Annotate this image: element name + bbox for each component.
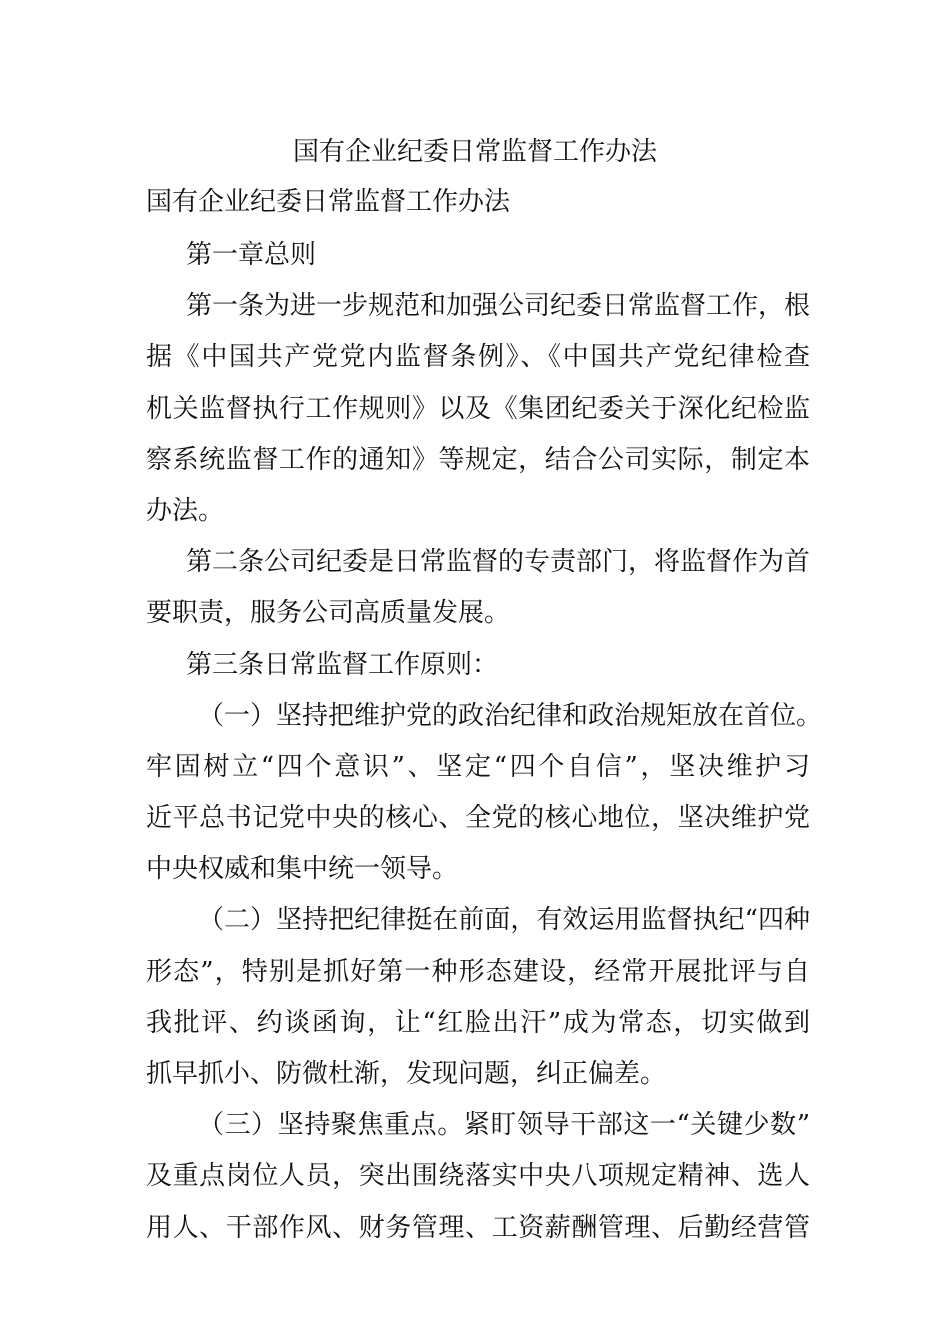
document-title: 国有企业纪委日常监督工作办法 (292, 137, 657, 167)
principle-1 (146, 691, 823, 896)
document-body (146, 230, 823, 1254)
principle-2 (146, 895, 810, 1100)
principle-3 (146, 1100, 810, 1254)
paragraph-line: 中央权威和集中统一领导。 (146, 854, 459, 885)
paragraph-line: 及重点岗位人员，突出围绕落实中央八项规定精神、选人 (146, 1161, 810, 1192)
paragraph-line: 形态”，特别是抓好第一种形态建设，经常开展批评与自 (146, 956, 810, 987)
paragraph-line: 第二条公司纪委是日常监督的专责部门，将监督作为首 (186, 547, 811, 578)
paragraph-line: 机关监督执行工作规则》以及《集团纪委关于深化纪检监 (146, 393, 810, 424)
article-3-heading: 第三条日常监督工作原则： (186, 649, 499, 680)
chapter-heading: 第一章总则 (186, 240, 317, 270)
paragraph-line: （二）坚持把纪律挺在前面，有效运用监督执纪“四种 (198, 905, 810, 936)
paragraph-line: 据《中国共产党党内监督条例》、《中国共产党纪律检查 (146, 342, 810, 373)
paragraph-line: 用人、干部作风、财务管理、工资薪酬管理、后勤经营管 (146, 1212, 810, 1243)
article-2 (146, 537, 810, 639)
document-subtitle: 国有企业纪委日常监督工作办法 (146, 187, 511, 217)
paragraph-line: 近平总书记党中央的核心、全党的核心地位，坚决维护党 (146, 803, 810, 834)
paragraph-line: 办法。 (146, 495, 225, 526)
article-1 (146, 281, 810, 537)
paragraph-line: 我批评、约谈函询，让“红脸出汗”成为常态，切实做到 (146, 1007, 810, 1038)
paragraph-line: （一）坚持把维护党的政治纪律和政治规矩放在首位。 (198, 700, 823, 731)
paragraph-line: 察系统监督工作的通知》等规定，结合公司实际，制定本 (146, 444, 810, 475)
paragraph-line: 抓早抓小、防微杜渐，发现问题，纠正偏差。 (146, 1059, 667, 1089)
paragraph-line: 要职责，服务公司高质量发展。 (146, 598, 511, 629)
paragraph-line: （三）坚持聚焦重点。紧盯领导干部这一“关键少数” (198, 1110, 810, 1141)
paragraph-line: 牢固树立“四个意识”、坚定“四个自信”，坚决维护习 (146, 751, 810, 782)
paragraph-line: 第一条为进一步规范和加强公司纪委日常监督工作，根 (186, 291, 811, 322)
